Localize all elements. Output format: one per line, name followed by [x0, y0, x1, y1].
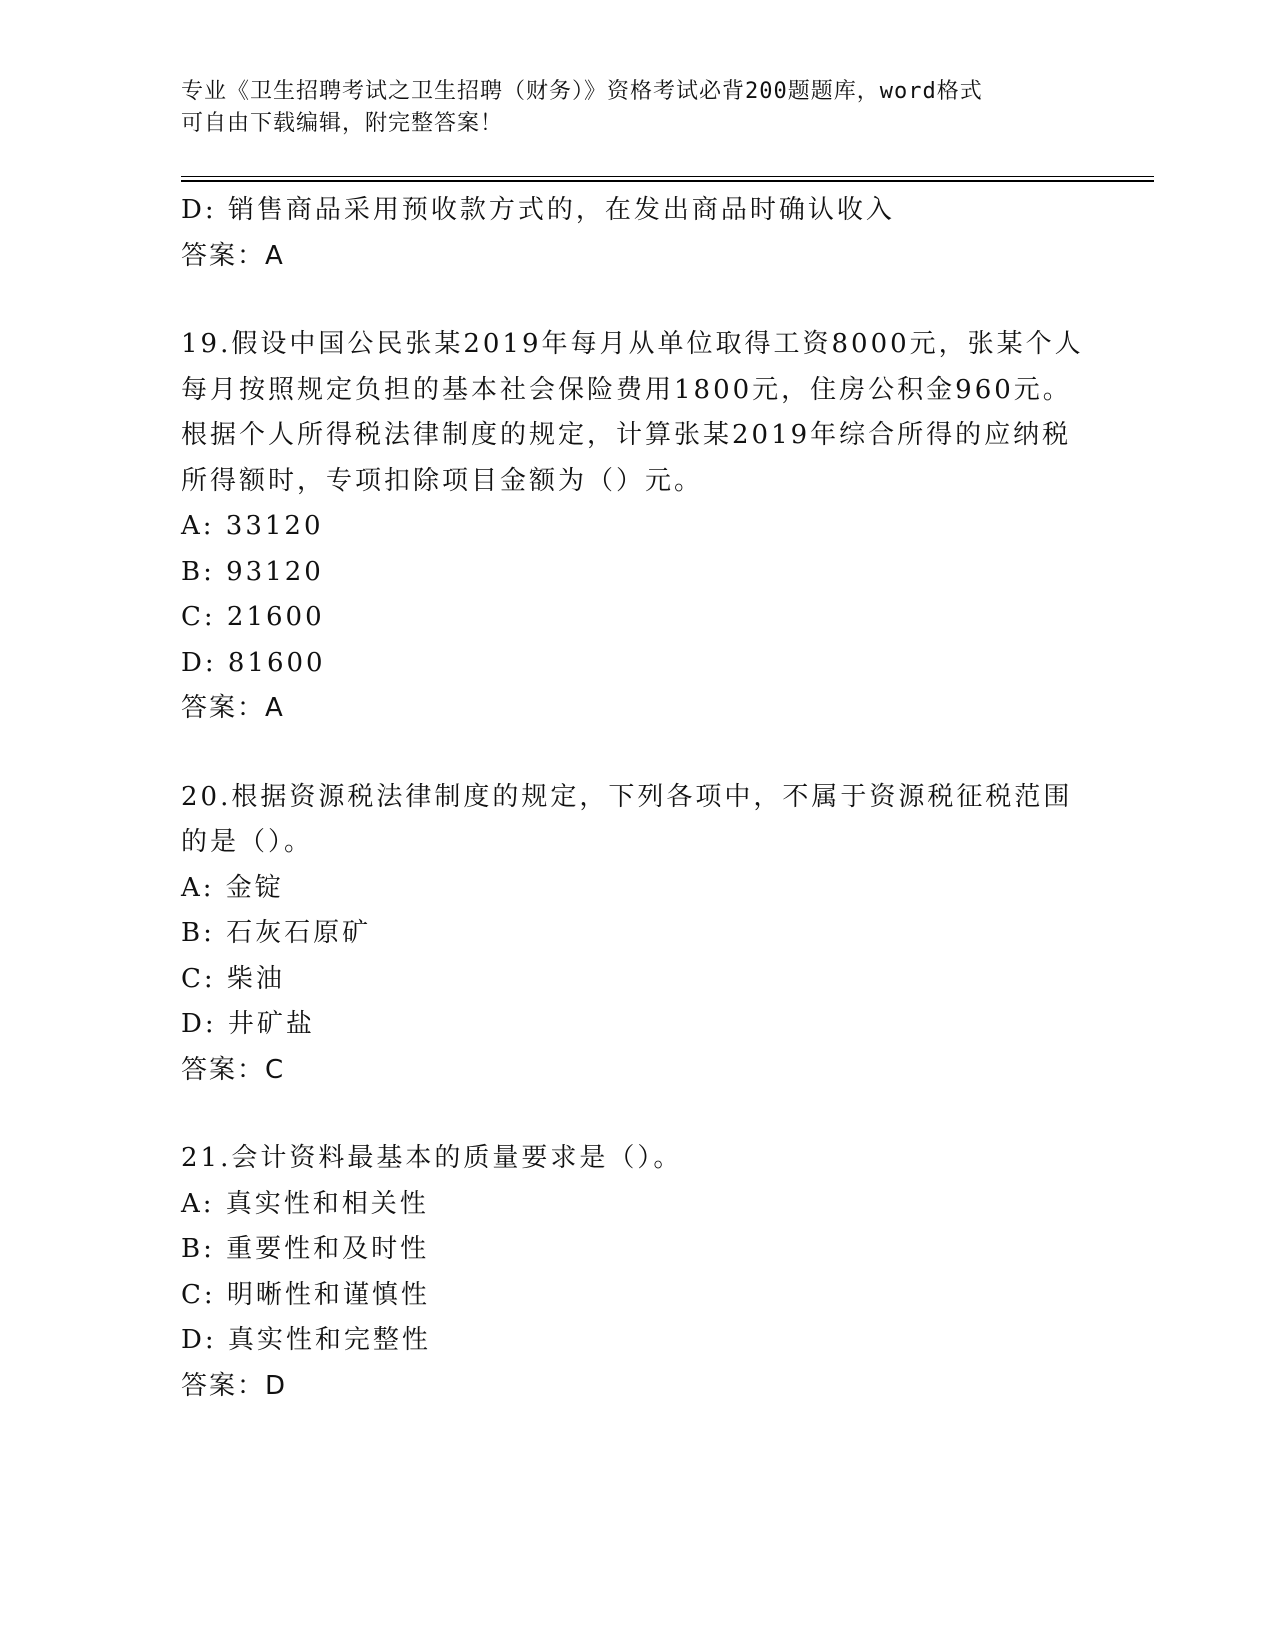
- prev-answer: 答案：A: [181, 240, 285, 271]
- q21-option-d: D: 真实性和完整性: [181, 1325, 431, 1355]
- q20-line-2: 的是（）。: [181, 827, 314, 857]
- q21-option-a: A: 真实性和相关性: [181, 1188, 429, 1219]
- prev-option-d: D: 销售商品采用预收款方式的，在发出商品时确认收入: [181, 195, 895, 225]
- q19-option-a: A: 33120: [181, 511, 324, 541]
- q21-option-c: C: 明晰性和谨慎性: [181, 1279, 430, 1310]
- q21-option-b: B: 重要性和及时性: [181, 1234, 430, 1264]
- header-line-2: 可自由下载编辑，附完整答案！: [181, 111, 504, 136]
- spacer: [181, 279, 1081, 322]
- q20-option-d: D: 井矿盐: [181, 1009, 315, 1039]
- header-line-1: 专业《卫生招聘考试之卫生招聘（财务）》资格考试必背200题题库，word格式: [181, 79, 983, 104]
- q19-option-b: B: 93120: [181, 556, 324, 587]
- header-divider-thin: [181, 176, 1154, 177]
- q19-line-4: 所得额时，专项扣除项目金额为（）元。: [181, 465, 704, 496]
- q19-answer: 答案：A: [181, 693, 285, 723]
- spacer: [181, 732, 1081, 775]
- q21-answer: 答案：D: [181, 1370, 288, 1401]
- question-content: [181, 188, 1084, 1409]
- q20-line-1: 20.根据资源税法律制度的规定，下列各项中，不属于资源税征税范围: [181, 781, 1073, 812]
- q19-line-1: 19.假设中国公民张某2019年每月从单位取得工资8000元，张某个人: [181, 329, 1084, 359]
- q21-line-1: 21.会计资料最基本的质量要求是（）。: [181, 1143, 683, 1173]
- q19-option-d: D: 81600: [181, 647, 326, 678]
- spacer: [181, 1093, 1081, 1136]
- q19-line-3: 根据个人所得税法律制度的规定，计算张某2019年综合所得的应纳税: [181, 420, 1072, 450]
- q20-answer: 答案：C: [181, 1054, 286, 1085]
- q19-option-c: C: 21600: [181, 602, 325, 632]
- q20-option-b: B: 石灰石原矿: [181, 918, 372, 948]
- header-divider-thick: [181, 180, 1154, 182]
- q20-option-a: A: 金锭: [181, 872, 284, 903]
- document-header: [181, 76, 1061, 140]
- q19-line-2: 每月按照规定负担的基本社会保险费用1800元，住房公积金960元。: [181, 374, 1072, 405]
- q20-option-c: C: 柴油: [181, 963, 285, 994]
